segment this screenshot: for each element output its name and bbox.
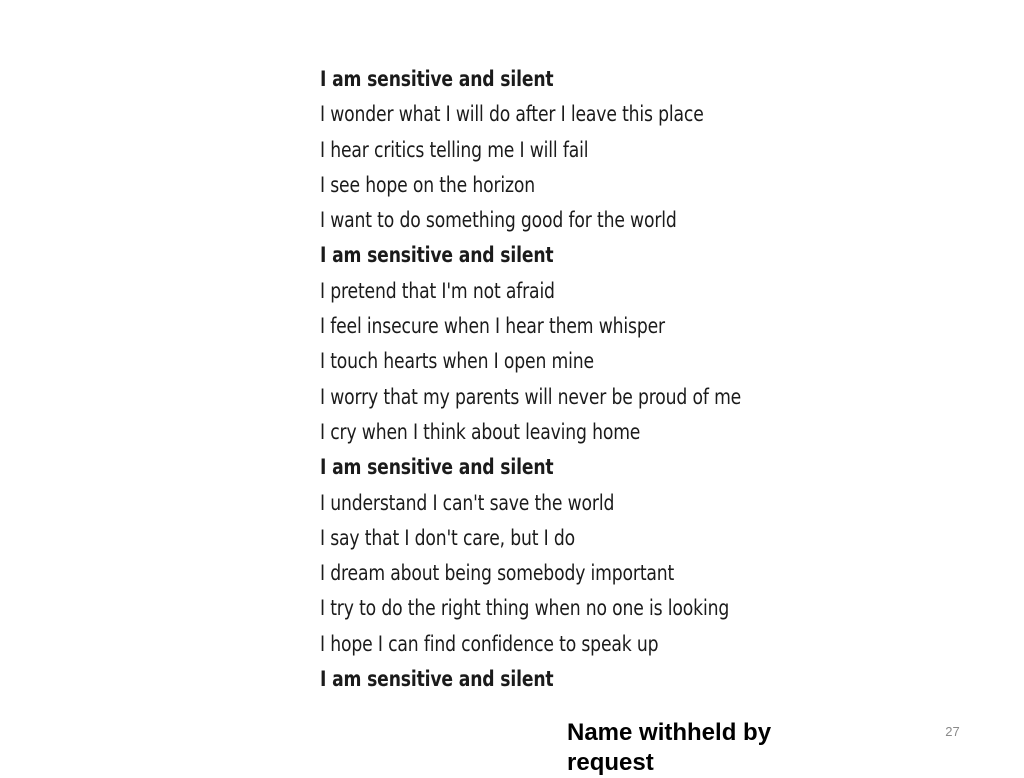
poem-line: I hear critics telling me I will fail [320, 137, 589, 162]
poem-line: I cry when I think about leaving home [320, 419, 641, 444]
attribution: Name withheld by request [567, 719, 772, 776]
poem-line: I see hope on the horizon [320, 172, 535, 197]
poem-line: I worry that my parents will never be proud of me [320, 384, 742, 409]
poem-line: I pretend that I'm not afraid [320, 278, 555, 303]
poem-line: I dream about being somebody important [320, 561, 675, 586]
poem-line: I say that I don't care, but I do [320, 525, 576, 550]
poem-line: I wonder what I will do after I leave this place [320, 102, 704, 127]
poem-refrain-line: I am sensitive and silent [320, 667, 554, 693]
poem-line: I try to do the right thing when no one is looking [320, 596, 730, 621]
poem-refrain-line: I am sensitive and silent [320, 455, 554, 481]
poem-line: I want to do something good for the world [320, 208, 677, 233]
poem-refrain-line: I am sensitive and silent [320, 243, 554, 269]
poem-line: I touch hearts when I open mine [320, 349, 594, 374]
poem-line: I understand I can't save the world [320, 490, 615, 515]
poem-line: I hope I can find confidence to speak up [320, 631, 659, 656]
poem-line: I feel insecure when I hear them whisper [320, 314, 665, 339]
poem-refrain-line: I am sensitive and silent [320, 67, 554, 92]
poem [320, 62, 840, 697]
page-number: 27 [945, 724, 960, 739]
